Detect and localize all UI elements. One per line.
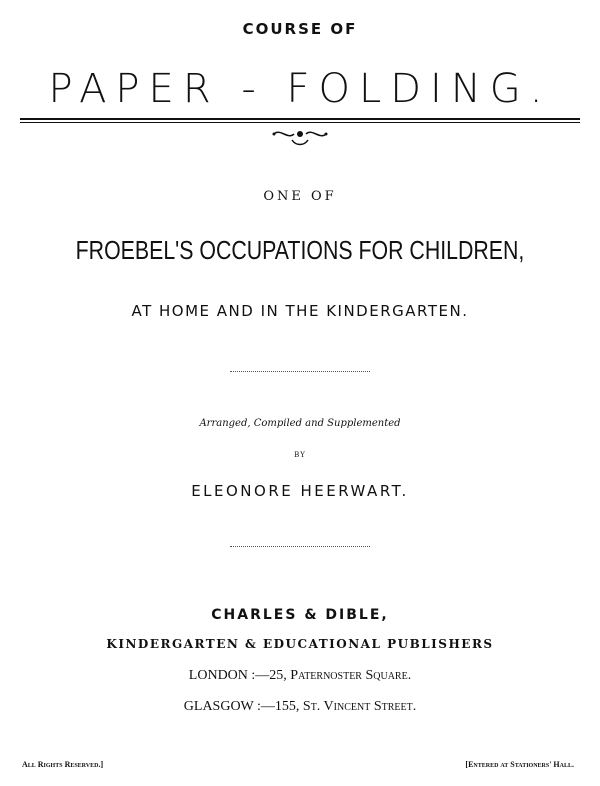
publisher-name: CHARLES & DIBLE, [211,607,389,623]
entered-notice: [Entered at Stationers' Hall. [465,760,574,769]
author-name: ELEONORE HEERWART. [191,482,409,500]
glasgow-address: GLASGOW :—155, St. Vincent Street. [183,699,417,714]
subtitle-location: AT HOME AND IN THE KINDERGARTEN. [131,302,469,320]
by-text: BY [294,451,306,459]
rights-notice: All Rights Reserved.] [22,760,104,769]
one-of-text: ONE OF [263,189,337,204]
dotted-divider [230,371,370,372]
title-rule-thin [20,122,580,123]
title-rule-thick [20,118,580,120]
london-address: LONDON :—25, Paternoster Square. [188,668,412,683]
arranged-text: Arranged, Compiled and Supplemented [199,418,401,429]
publisher-description: KINDERGARTEN & EDUCATIONAL PUBLISHERS [106,637,494,651]
ornament-flourish-icon [270,128,330,146]
course-of-heading: COURSE OF [242,20,358,38]
main-title: PAPER - FOLDING. [48,66,552,112]
dotted-divider [230,546,370,547]
subtitle-occupations: FROEBEL'S OCCUPATIONS FOR CHILDREN, [75,235,525,265]
